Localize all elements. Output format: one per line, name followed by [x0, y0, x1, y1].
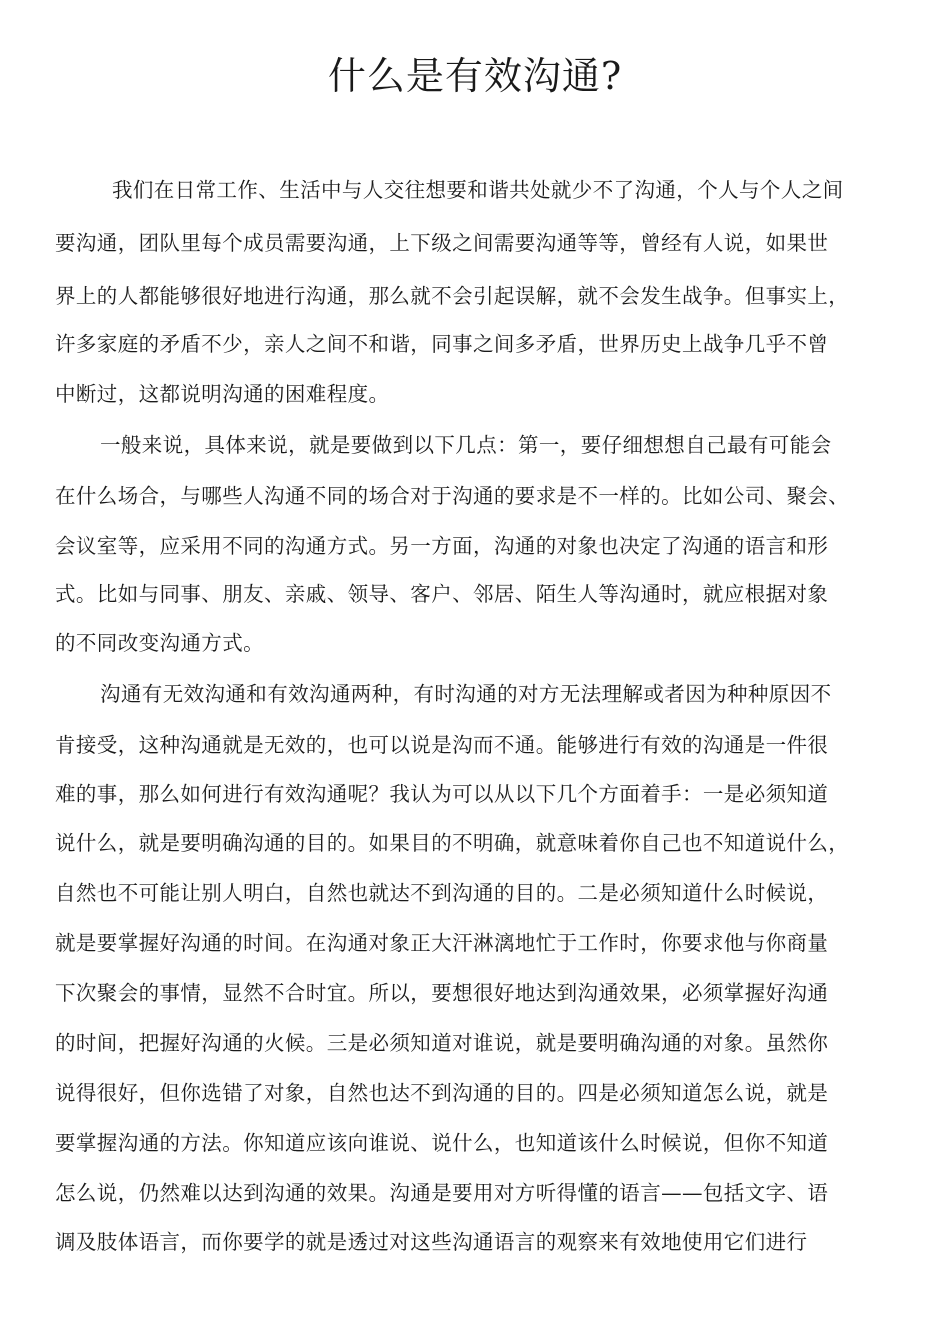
paragraph-line: 许多家庭的矛盾不少，亲人之间不和谐，同事之间多矛盾，世界历史上战争几乎不曾	[55, 332, 829, 356]
paragraph-line: 的不同改变沟通方式。	[55, 631, 264, 655]
paragraph-line: 要沟通，团队里每个成员需要沟通，上下级之间需要沟通等等，曾经有人说，如果世	[55, 231, 829, 255]
paragraph-line: 自然也不可能让别人明白，自然也就达不到沟通的目的。二是必须知道什么时候说，	[55, 881, 829, 905]
paragraph-line: 界上的人都能够很好地进行沟通，那么就不会引起误解，就不会发生战争。但事实上，	[55, 284, 850, 308]
paragraph-line: 中断过，这都说明沟通的困难程度。	[55, 382, 390, 406]
document-title: 什么是有效沟通?	[327, 54, 623, 98]
paragraph-line: 说什么，就是要明确沟通的目的。如果目的不明确，就意味着你自己也不知道说什么，	[55, 831, 850, 855]
paragraph-line: 我们在日常工作、生活中与人交往想要和谐共处就少不了沟通，个人与个人之间	[112, 178, 844, 202]
paragraph-line: 肯接受，这种沟通就是无效的，也可以说是沟而不通。能够进行有效的沟通是一件很	[55, 733, 829, 757]
paragraph-line: 说得很好，但你选错了对象，自然也达不到沟通的目的。四是必须知道怎么说，就是	[55, 1081, 829, 1105]
paragraph-line: 的时间，把握好沟通的火候。三是必须知道对谁说，就是要明确沟通的对象。虽然你	[55, 1031, 829, 1055]
paragraph-line: 调及肢体语言，而你要学的就是透过对这些沟通语言的观察来有效地使用它们进行	[55, 1230, 808, 1254]
paragraph-line: 下次聚会的事情，显然不合时宜。所以，要想很好地达到沟通效果，必须掌握好沟通	[55, 981, 829, 1005]
paragraph-line: 沟通有无效沟通和有效沟通两种，有时沟通的对方无法理解或者因为种种原因不	[100, 682, 832, 706]
paragraph-line: 在什么场合，与哪些人沟通不同的场合对于沟通的要求是不一样的。比如公司、聚会、	[55, 484, 850, 508]
paragraph-line: 会议室等，应采用不同的沟通方式。另一方面，沟通的对象也决定了沟通的语言和形	[55, 534, 829, 558]
paragraph-line: 就是要掌握好沟通的时间。在沟通对象正大汗淋漓地忙于工作时，你要求他与你商量	[55, 931, 829, 955]
paragraph-line: 难的事，那么如何进行有效沟通呢？我认为可以从以下几个方面着手：一是必须知道	[55, 782, 829, 806]
paragraph-line: 一般来说，具体来说，就是要做到以下几点：第一，要仔细想想自己最有可能会	[100, 433, 832, 457]
paragraph-line: 式。比如与同事、朋友、亲戚、领导、客户、邻居、陌生人等沟通时，就应根据对象	[55, 582, 829, 606]
paragraph-line: 怎么说，仍然难以达到沟通的效果。沟通是要用对方听得懂的语言——包括文字、语	[55, 1181, 829, 1205]
paragraph-line: 要掌握沟通的方法。你知道应该向谁说、说什么，也知道该什么时候说，但你不知道	[55, 1131, 829, 1155]
